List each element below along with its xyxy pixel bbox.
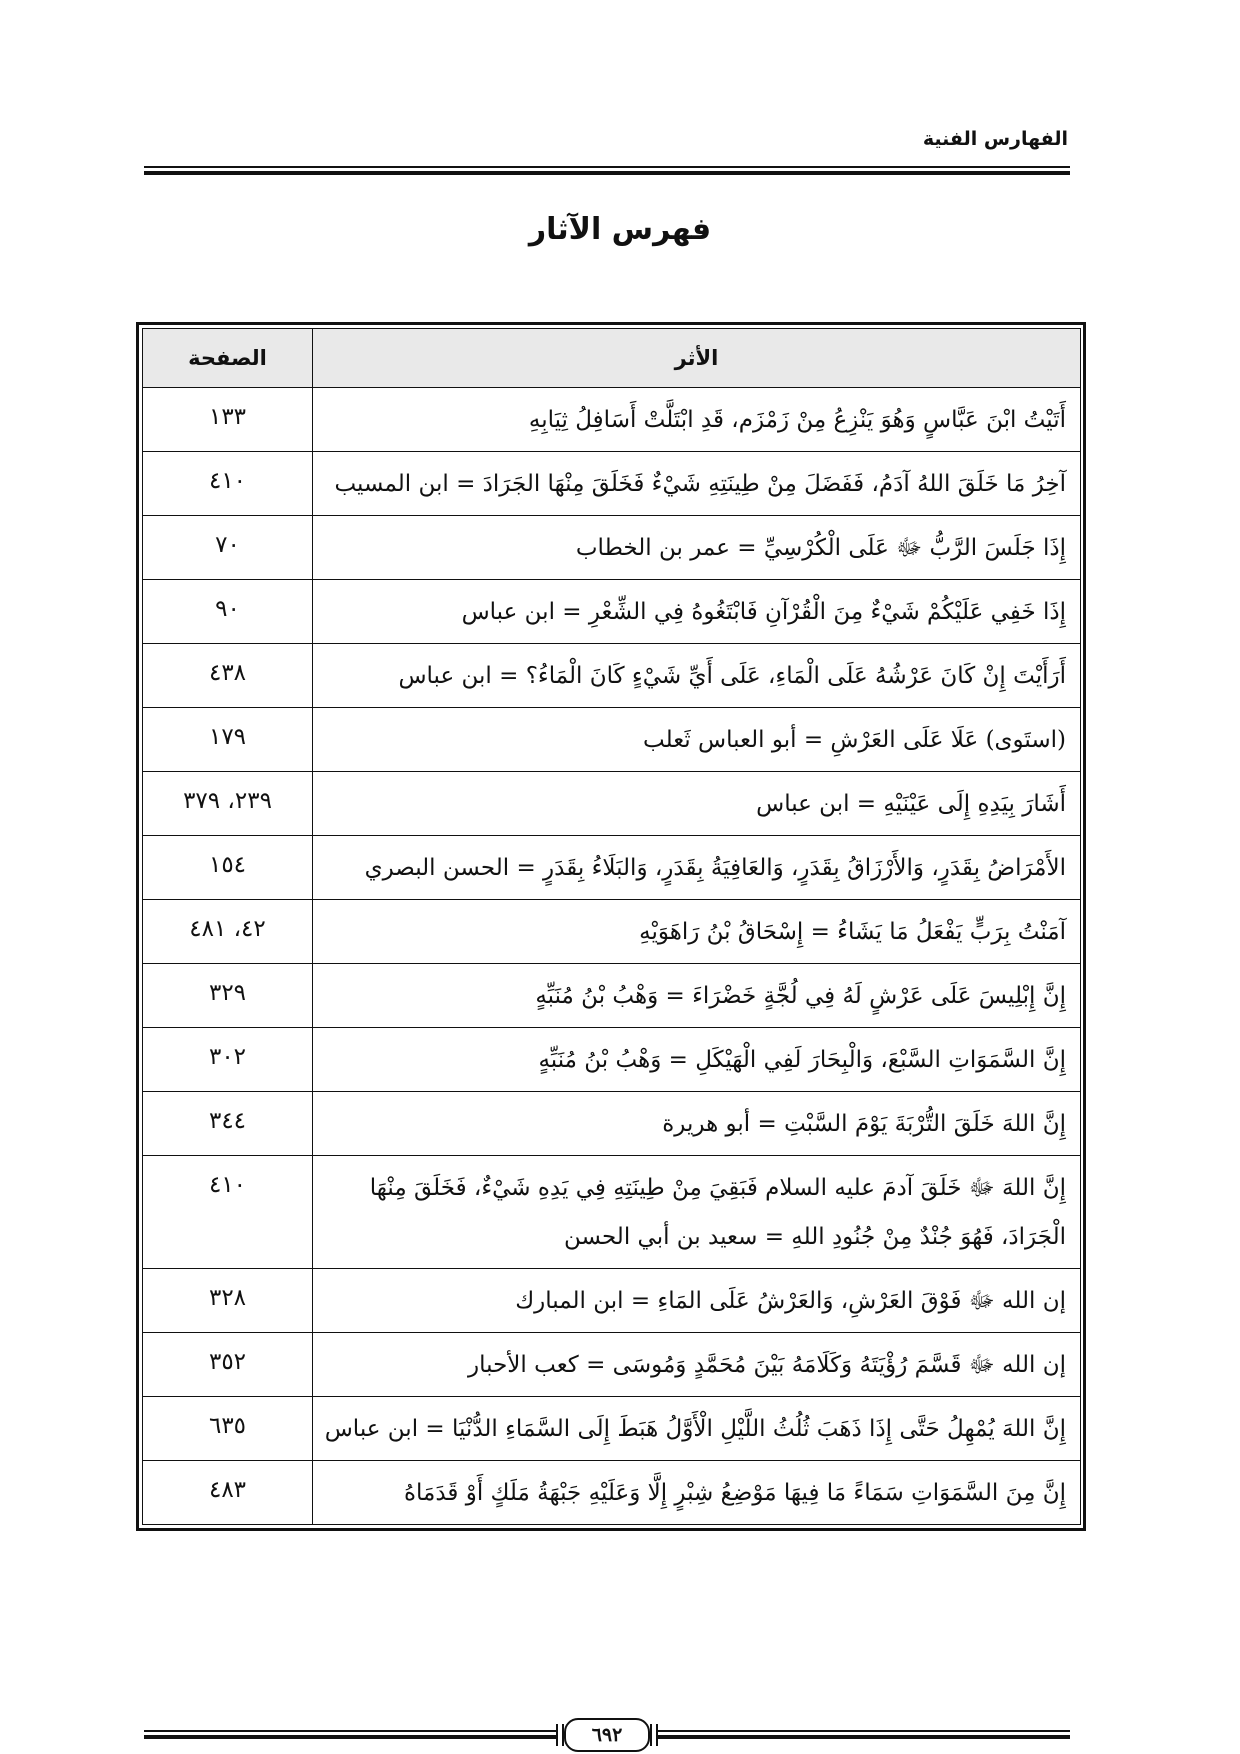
athar-text: إِذَا خَفِي عَلَيْكُمْ شَيْءٌ مِنَ الْقُرْآنِ فَابْتَغُوهُ فِي الشِّعْرِ = ابن عباس [313,580,1081,644]
table-row [143,772,1081,836]
athar-text: إِنَّ السَّمَوَاتِ السَّبْعَ، وَالْبِحَارَ لَفِي الْهَيْكَلِ = وَهْبُ بْنُ مُنَبِّهٍ [313,1028,1081,1092]
table-row [143,1156,1081,1269]
table-row [143,1092,1081,1156]
table-row [143,1028,1081,1092]
table-row [143,1269,1081,1333]
athar-text: أَشَارَ بِيَدِهِ إِلَى عَيْنَيْهِ = ابن عباس [313,772,1081,836]
page-reference: ٢٣٩، ٣٧٩ [143,772,313,836]
page-reference: ١٥٤ [143,836,313,900]
table-row [143,708,1081,772]
table-row [143,388,1081,452]
table-body [143,388,1081,1525]
page-title: فهرس الآثار [528,212,712,247]
page-reference: ٤١٠ [143,1156,313,1269]
page-reference: ٣٢٩ [143,964,313,1028]
table-row [143,1397,1081,1461]
athar-text: آمَنْتُ بِرَبٍّ يَفْعَلُ مَا يَشَاءُ = إِسْحَاقُ بْنُ رَاهَوَيْهِ [313,900,1081,964]
table-header-row [143,329,1081,388]
athar-text: أَتَيْتُ ابْنَ عَبَّاسٍ وَهُوَ يَنْزِعُ مِنْ زَمْزَم، قَدِ ابْتَلَّتْ أَسَافِلُ ثِيَابِهِ [313,388,1081,452]
table-row [143,516,1081,580]
athar-text: إِنَّ اللهَ خَلَقَ التُّرْبَةَ يَوْمَ السَّبْتِ = أبو هريرة [313,1092,1081,1156]
athar-index-table [142,328,1081,1525]
page-reference: ٩٠ [143,580,313,644]
column-header-text: الأثر [313,329,1081,388]
table-row [143,836,1081,900]
footer-rule-right [656,1730,1070,1739]
athar-text: آخِرُ مَا خَلَقَ اللهُ آدَمُ، فَفَضَلَ مِنْ طِينَتِهِ شَيْءٌ فَخَلَقَ مِنْهَا الجَرَادَ = ابن المسيب [313,452,1081,516]
table-row [143,1461,1081,1525]
athar-text: إِنَّ مِنَ السَّمَوَاتِ سَمَاءً مَا فِيهَا مَوْضِعُ شِبْرٍ إِلَّا وَعَلَيْهِ جَبْهَةُ مَلَكٍ أَوْ قَدَمَاهُ [313,1461,1081,1525]
table-row [143,964,1081,1028]
athar-text: إِنَّ إِبْلِيسَ عَلَى عَرْشٍ لَهُ فِي لُجَّةٍ خَضْرَاءَ = وَهْبُ بْنُ مُنَبِّهٍ [313,964,1081,1028]
page-reference: ٤١٠ [143,452,313,516]
table-row [143,452,1081,516]
athar-text: إن الله ﷻ فَوْقَ العَرْشِ، وَالعَرْشُ عَلَى المَاءِ = ابن المبارك [313,1269,1081,1333]
table-row [143,1333,1081,1397]
page-reference: ٤٨٣ [143,1461,313,1525]
column-header-page: الصفحة [143,329,313,388]
athar-text: إن الله ﷻ قَسَّمَ رُؤْيَتَهُ وَكَلَامَهُ بَيْنَ مُحَمَّدٍ وَمُوسَى = كعب الأحبار [313,1333,1081,1397]
athar-text: (استَوى) عَلَا عَلَى العَرْشِ = أبو العباس ثَعلب [313,708,1081,772]
table-row [143,580,1081,644]
running-header: الفهارس الفنية [922,128,1068,150]
page-reference: ٣٢٨ [143,1269,313,1333]
page-reference: ٣٥٢ [143,1333,313,1397]
athar-text: إِنَّ اللهَ ﷻ خَلَقَ آدمَ عليه السلام فَبَقِيَ مِنْ طِينَتِهِ فِي يَدِهِ شَيْءٌ، فَخَلَقَ مِنْهَا الْجَرَادَ، فَهُوَ جُنْدٌ مِنْ جُنُودِ اللهِ = سعيد بن أبي الحسن [313,1156,1081,1269]
page-footer [144,1718,1070,1754]
header-rule [144,166,1070,175]
page-number-badge: ٦٩٢ [564,1718,650,1752]
page-reference: ٤٢، ٤٨١ [143,900,313,964]
athar-index-table-frame [136,322,1086,1531]
footer-rule-left [144,1730,558,1739]
page-reference: ٣٠٢ [143,1028,313,1092]
page-reference: ١٧٩ [143,708,313,772]
athar-text: إِنَّ اللهَ يُمْهِلُ حَتَّى إِذَا ذَهَبَ ثُلُثُ اللَّيْلِ الْأَوَّلُ هَبَطَ إِلَى السَّمَاءِ الدُّنْيَا = ابن عباس [313,1397,1081,1461]
page-reference: ٦٣٥ [143,1397,313,1461]
athar-text: أَرَأَيْتَ إِنْ كَانَ عَرْشُهُ عَلَى الْمَاءِ، عَلَى أَيِّ شَيْءٍ كَانَ الْمَاءُ؟ = ابن عباس [313,644,1081,708]
table-row [143,644,1081,708]
page-reference: ١٣٣ [143,388,313,452]
page-reference: ٧٠ [143,516,313,580]
table-row [143,900,1081,964]
page-reference: ٤٣٨ [143,644,313,708]
athar-text: الأَمْرَاضُ بِقَدَرٍ، وَالأَرْزَاقُ بِقَدَرٍ، وَالعَافِيَةُ بِقَدَرٍ، وَالبَلَاءُ بِقَدَرٍ = الحسن البصري [313,836,1081,900]
page-reference: ٣٤٤ [143,1092,313,1156]
athar-text: إِذَا جَلَسَ الرَّبُّ ﷻ عَلَى الْكُرْسِيِّ = عمر بن الخطاب [313,516,1081,580]
